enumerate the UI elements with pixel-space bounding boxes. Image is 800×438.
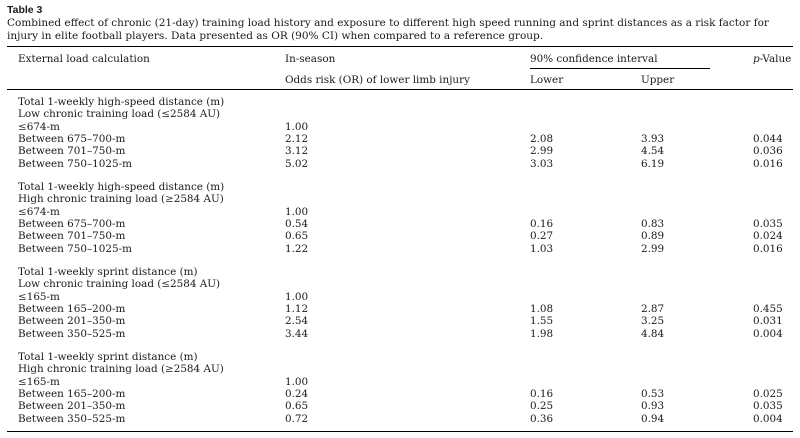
table-caption-text: Combined effect of chronic (21-day) training load history and exposure to different high speed running and sprint distances as a risk factor for injury in elite football players. Data presented as OR (90% CI) when compared to a reference group. (7, 17, 769, 42)
row-lower: 0.16 (530, 387, 554, 400)
row-or: 3.44 (285, 327, 309, 340)
row-or: 1.00 (285, 290, 309, 303)
row-lower: 1.03 (530, 242, 554, 255)
row-or: 2.12 (285, 132, 309, 145)
row-label: ≤165-m (18, 290, 60, 303)
row-upper: 3.93 (641, 132, 665, 145)
row-lower: 0.25 (530, 400, 554, 413)
row-p-value: 0.004 (753, 412, 783, 425)
row-or: 0.72 (285, 412, 309, 425)
row-upper: 2.87 (641, 302, 665, 315)
row-label: Between 165–200-m (18, 302, 126, 315)
header-bottom-rule (7, 89, 793, 90)
header-external-load: External load calculation (18, 53, 150, 65)
row-label: Between 165–200-m (18, 387, 126, 400)
row-upper: 0.94 (641, 412, 665, 425)
row-or: 5.02 (285, 157, 309, 170)
row-label: Between 201–350-m (18, 315, 126, 328)
row-upper: 4.84 (641, 327, 665, 340)
row-or: 0.24 (285, 387, 309, 400)
row-lower: 1.08 (530, 302, 554, 315)
row-label: Between 701–750-m (18, 145, 126, 158)
row-or: 1.00 (285, 205, 309, 218)
row-label: ≤165-m (18, 375, 60, 388)
header-odds-risk: Odds risk (OR) of lower limb injury (285, 74, 470, 86)
row-p-value: 0.016 (753, 157, 783, 170)
group-subtitle: Low chronic training load (≤2584 AU) (18, 108, 221, 121)
row-upper: 0.93 (641, 400, 665, 413)
row-p-value: 0.024 (753, 230, 783, 243)
ci-rule (530, 68, 710, 69)
row-p-value: 0.455 (753, 302, 783, 315)
header-ci-title: 90% confidence interval (530, 53, 658, 65)
row-or: 1.00 (285, 375, 309, 388)
row-lower: 2.99 (530, 145, 554, 158)
row-label: Between 701–750-m (18, 230, 126, 243)
row-or: 2.54 (285, 315, 309, 328)
row-upper: 0.83 (641, 217, 665, 230)
row-or: 0.65 (285, 400, 309, 413)
header-p-italic: p (753, 53, 760, 65)
row-label: ≤674-m (18, 205, 60, 218)
group-title: Total 1-weekly high-speed distance (m) (18, 181, 225, 193)
header-in-season: In-season (285, 53, 336, 65)
row-upper: 4.54 (641, 145, 665, 158)
row-lower: 2.08 (530, 132, 554, 145)
header-p-rest: -Value (759, 53, 792, 65)
row-lower: 0.27 (530, 230, 554, 243)
row-lower: 0.36 (530, 412, 554, 425)
row-p-value: 0.004 (753, 327, 783, 340)
row-p-value: 0.036 (753, 145, 783, 158)
row-upper: 6.19 (641, 157, 665, 170)
row-upper: 0.53 (641, 387, 665, 400)
group-title: Total 1-weekly sprint distance (m) (18, 351, 198, 363)
row-p-value: 0.025 (753, 387, 783, 400)
row-lower: 0.16 (530, 217, 554, 230)
top-rule (7, 46, 793, 47)
row-or: 1.22 (285, 242, 309, 255)
row-upper: 0.89 (641, 230, 665, 243)
row-p-value: 0.031 (753, 315, 783, 328)
row-p-value: 0.044 (753, 132, 783, 145)
table-caption (7, 4, 793, 43)
group-subtitle: High chronic training load (≥2584 AU) (18, 193, 224, 206)
row-label: Between 750–1025-m (18, 157, 132, 170)
row-label: Between 750–1025-m (18, 242, 132, 255)
row-p-value: 0.035 (753, 400, 783, 413)
row-or: 1.12 (285, 302, 309, 315)
header-lower: Lower (530, 74, 564, 86)
row-label: Between 350–525-m (18, 412, 126, 425)
header-p-value (753, 53, 791, 65)
row-lower: 1.55 (530, 315, 554, 328)
group-title: Total 1-weekly sprint distance (m) (18, 266, 198, 278)
bottom-rule (7, 431, 793, 432)
row-label: Between 675–700-m (18, 132, 126, 145)
row-upper: 2.99 (641, 242, 665, 255)
row-p-value: 0.035 (753, 217, 783, 230)
row-or: 1.00 (285, 120, 309, 133)
row-lower: 3.03 (530, 157, 554, 170)
row-label: Between 201–350-m (18, 400, 126, 413)
table-label: Table 3 (7, 4, 43, 16)
row-or: 0.54 (285, 217, 309, 230)
row-label: ≤674-m (18, 120, 60, 133)
header-upper: Upper (641, 74, 675, 86)
row-label: Between 675–700-m (18, 217, 126, 230)
row-p-value: 0.016 (753, 242, 783, 255)
row-or: 0.65 (285, 230, 309, 243)
group-subtitle: Low chronic training load (≤2584 AU) (18, 278, 221, 291)
group-subtitle: High chronic training load (≥2584 AU) (18, 363, 224, 376)
row-lower: 1.98 (530, 327, 554, 340)
row-or: 3.12 (285, 145, 309, 158)
row-label: Between 350–525-m (18, 327, 126, 340)
group-title: Total 1-weekly high-speed distance (m) (18, 96, 225, 108)
row-upper: 3.25 (641, 315, 665, 328)
